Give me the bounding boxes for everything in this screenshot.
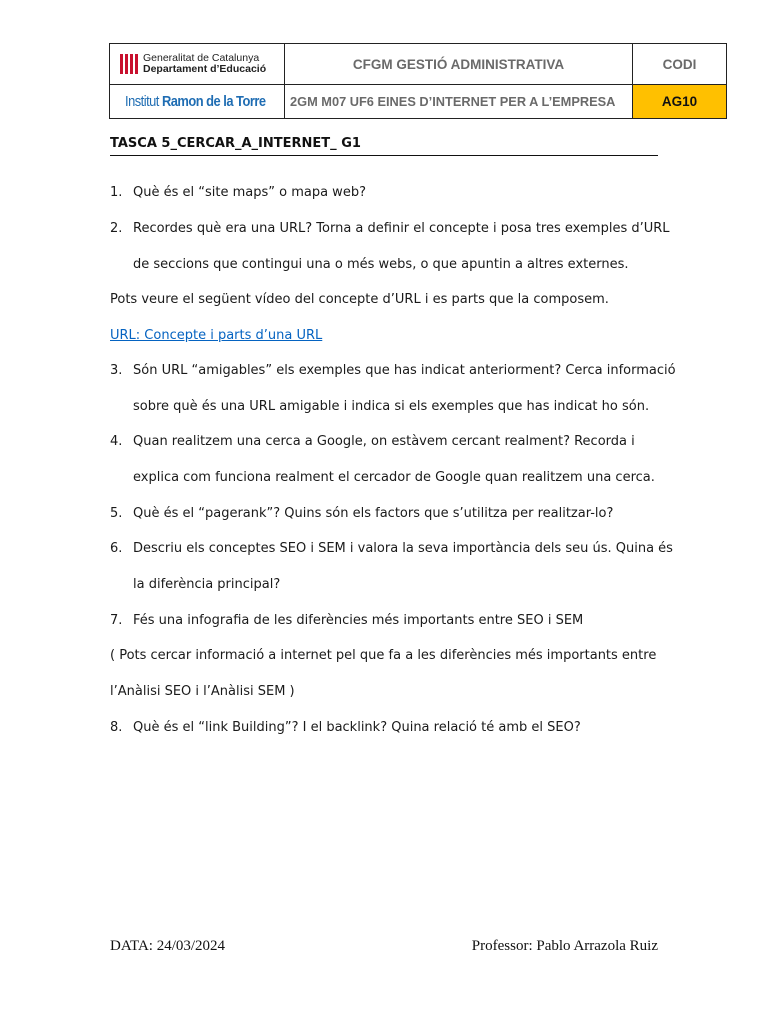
generalitat-logo xyxy=(110,44,284,84)
question-text: la diferència principal? xyxy=(133,577,281,592)
institut-word: Institut xyxy=(125,93,162,110)
question-text: Recordes què era una URL? Torna a definir el concepte i posa tres exemples d’URL xyxy=(133,221,670,236)
question-number: 8. xyxy=(110,720,123,735)
module-title: 2GM M07 UF6 EINES D’INTERNET PER A L’EMPRESA xyxy=(285,85,633,119)
question-number: 2. xyxy=(110,221,123,236)
video-note: Pots veure el següent vídeo del concepte d’URL i es parts que la composem. xyxy=(110,292,609,307)
question-number: 7. xyxy=(110,613,123,628)
question-number: 6. xyxy=(110,541,123,556)
course-title: CFGM GESTIÓ ADMINISTRATIVA xyxy=(285,44,633,85)
question-text: sobre què és una URL amigable i indica si els exemples que has indicat ho són. xyxy=(133,399,650,414)
research-note-line-2: l’Anàlisi SEO i l’Anàlisi SEM ) xyxy=(110,684,295,699)
generalitat-logo-cell xyxy=(110,44,285,85)
footer-professor: Professor: Pablo Arrazola Ruiz xyxy=(471,938,658,954)
url-video-link[interactable]: URL: Concepte i parts d’una URL xyxy=(110,328,323,343)
question-text: Què és el “link Building”? I el backlink? Quina relació té amb el SEO? xyxy=(133,720,581,735)
question-text: Són URL “amigables” els exemples que has indicat anteriorment? Cerca informació xyxy=(133,363,676,378)
code-value: AG10 xyxy=(633,85,727,119)
task-title: TASCA 5_CERCAR_A_INTERNET_ G1 xyxy=(110,136,658,156)
institut-name: Ramon de la Torre xyxy=(161,93,266,110)
code-label: CODI xyxy=(633,44,727,85)
question-text: Què és el “site maps” o mapa web? xyxy=(133,185,366,200)
research-note-line-1: ( Pots cercar informació a internet pel que fa a les diferències més importants entre xyxy=(110,648,657,663)
footer-date: DATA: 24/03/2024 xyxy=(110,938,226,954)
question-number: 1. xyxy=(110,185,123,200)
question-text: Fés una infografia de les diferències més importants entre SEO i SEM xyxy=(133,613,584,628)
question-number: 4. xyxy=(110,434,123,449)
logo-line-departament: Departament d’Educació xyxy=(143,63,267,75)
question-text: explica com funciona realment el cercador de Google quan realitzem una cerca. xyxy=(133,470,655,485)
generalitat-emblem-icon xyxy=(120,54,138,74)
institut-logo xyxy=(110,85,284,118)
question-number: 3. xyxy=(110,363,123,378)
document-header-table xyxy=(109,43,727,119)
question-text: de seccions que contingui una o més webs, o que apuntin a altres externes. xyxy=(133,257,629,272)
question-text: Descriu els conceptes SEO i SEM i valora la seva importància dels seu ús. Quina és xyxy=(133,541,673,556)
question-text: Quan realitzem una cerca a Google, on estàvem cercant realment? Recorda i xyxy=(133,434,635,449)
question-text: Què és el “pagerank”? Quins són els factors que s’utilitza per realitzar-lo? xyxy=(133,506,614,521)
question-number: 5. xyxy=(110,506,123,521)
institut-logo-cell xyxy=(110,85,285,119)
logo-line-generalitat: Generalitat de Catalunya xyxy=(143,51,260,64)
